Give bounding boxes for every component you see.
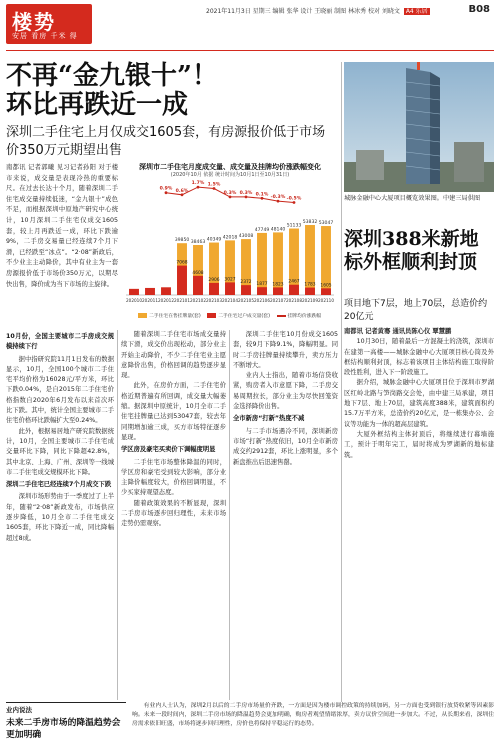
column-a-subhead-2: 深圳二手住宅已经连续7个月成交下跌 <box>6 481 112 489</box>
deal-bar <box>225 282 235 295</box>
price-change-label: 1.5% <box>207 182 221 188</box>
price-change-point <box>245 196 248 199</box>
deal-bar <box>241 285 251 295</box>
article-paragraph: 随着政策效果的不断显现，深圳二手房市场逐步回归理性，未来市场走势仍需观察。 <box>121 499 226 528</box>
article-paragraph: 与二手市场遇冷不同，深圳新房市场“打新”热度依旧，10月全市新房成交约2912套，环比上涨明显，多个新盘推出后迅速售罄。 <box>233 427 338 466</box>
deal-bar <box>273 287 283 295</box>
deal-bar <box>177 266 187 295</box>
column-a <box>6 330 114 700</box>
deal-bar-label: 2372 <box>240 280 252 286</box>
page-number: B08 <box>468 4 490 15</box>
listing-bar-label: 40349 <box>206 237 222 243</box>
top-rule <box>6 50 494 51</box>
listing-bar-label: 43008 <box>238 234 254 240</box>
article-paragraph: 据中指研究院11月1日发布的数据显示，10月，全国100个城市二手住宅平均价格为16028元/平方米，环比下跌0.04%，是自2015年二手住宅价格指数自2020年6月发布以来首次环比下跌。其中，统计全国主要城市二手住宅价格环比跌幅扩大至0.24%。 <box>6 355 114 425</box>
main-headline-line2: 环比再跌近一成 <box>6 90 189 120</box>
footer-text: 有业内人士认为，深圳2月以后的二手房市场量价齐跌，一方面是因为楼市调控政策的持续加码，另一方面也受到银行放贷收紧等因素影响。未来一段时间内，深圳二手房市场的降温趋势会更加明确，购房者观望情绪浓厚，卖方议价空间进一步加大。不过，从长期来看，深圳住房需求依旧旺盛，市场将逐步回归理性，房价也将保持平稳运行的态势。 <box>132 703 494 727</box>
deal-bar-label: 3027 <box>224 277 236 283</box>
article-paragraph: 二手住宅市场整体降温的同时，学区房和豪宅受到较大影响，部分业主降价幅度较大，价格回调明显，不少买家持观望态度。 <box>121 458 226 497</box>
price-change-label: 0.3% <box>223 190 237 196</box>
legend-line <box>277 312 322 319</box>
deal-bar <box>289 285 299 295</box>
category-tick-label: 202107 <box>270 298 286 303</box>
listing-bar-label: 39850 <box>174 238 190 244</box>
price-change-point <box>229 196 232 199</box>
column-c <box>233 330 338 700</box>
deal-bar-label: 7068 <box>176 260 188 266</box>
price-change-label: 0.3% <box>239 190 253 196</box>
deal-bar <box>257 287 267 295</box>
price-change-point <box>181 193 184 196</box>
legend-deal-label: 二手住宅过户成交量(套) <box>218 314 270 319</box>
chart <box>120 162 340 324</box>
deal-bar-label: 1605 <box>320 283 332 289</box>
chart-plot <box>120 177 340 311</box>
article-paragraph: 深圳市场形势由于一季度过了上半年，随着“2·08”新政发布，市场供应逐步降低，10月全市二手住宅成交1605套，环比下降近一成，同比降幅超过8成。 <box>6 493 114 542</box>
category-tick-label: 202110 <box>318 298 334 303</box>
article-paragraph: 深圳二手住宅10月份成交1605套，较9月下降9.1%，降幅明显。同时二手房挂牌量持续攀升，卖方压力不断增大。 <box>233 331 338 369</box>
chart-note: (2020年10月 依据 统计时间为10月1日至10月31日) <box>170 172 290 178</box>
deal-bar-label: 1823 <box>272 282 284 288</box>
legend-deal <box>207 312 270 319</box>
category-tick-label: 202105 <box>238 298 254 303</box>
deal-bar <box>129 289 139 295</box>
deal-bar-label: 4608 <box>192 270 204 276</box>
category-tick-label: 202109 <box>302 298 318 303</box>
article-paragraph: 随着深圳二手住宅市场成交量持续下滑，成交价出现松动，部分业主开始主动降价，不少二手住宅业主愿意降价出售，价格回调的趋势逐步显现。 <box>121 331 226 380</box>
chart-legend <box>138 312 338 319</box>
column-b <box>121 330 226 700</box>
right-headline: 深圳388米新地标外框顺利封顶 <box>344 228 479 273</box>
right-paragraph: 据介绍，城脉金融中心大厦项目位于深圳市罗湖区红岭北路与笋岗路交会处，由中建三局承建，项目地下7层、地上70层，建筑高度388米，建筑面积约15.7万平方米，总造价约20亿元，是一栋集办公、会议等功能为一体的超高层建筑。 <box>344 379 494 428</box>
listing-bar-label: 48140 <box>270 227 286 233</box>
main-headline <box>6 62 336 120</box>
price-change-point <box>261 197 264 200</box>
right-byline: 南都讯 记者黄骞 通讯员陈心仪 覃慧鹏 <box>344 328 452 335</box>
lead-paragraph: 南都讯 记者郭曦 见习记者孙阳 对于楼市来说，成交量是表现冷热的重要标尺。在过去长达十个月，随着深圳二手住宅成交量持续低迷，“金九银十”成色不足，而根据深圳中原地产研究中心统计，10月深圳二手住宅仅成交1605套，较上月再跌近一成，环比下跌逾9%，二手房交易量已经连续7个月下滑，已经跌至“冰点”。“2·08”新政后，不少业主主动降价，其中有业主为一套房源报价低于市场价350万元，以期尽快出售，降价成为当下市场的主旋律。 <box>6 164 118 288</box>
category-tick-label: 202011 <box>142 298 158 303</box>
listing-bar-label: 51133 <box>286 223 302 229</box>
deal-bar <box>321 288 331 295</box>
price-change-point <box>197 186 200 189</box>
category-tick-label: 202012 <box>158 298 174 303</box>
footer-title: 未来二手房市场的降温趋势会更加明确 <box>6 718 121 740</box>
category-tick-label: 202102 <box>190 298 206 303</box>
deal-bar <box>145 288 155 295</box>
legend-listing <box>138 312 201 319</box>
masthead <box>6 4 494 48</box>
right-subhead: 项目地下7层，地上70层，总造价约20亿元 <box>344 299 488 322</box>
column-divider <box>341 62 342 702</box>
article-paragraph: 此外，根据易居地产研究院数据统计，10月，全国主要城市二手住宅成交量环比下降，同比下降超42.8%，其中北京、上海、广州、深圳等一线城市二手住宅成交规模环比下降。 <box>6 427 114 476</box>
column-b-subhead: 学区房及豪宅买卖价下调幅度明显 <box>121 446 216 454</box>
deal-bar <box>209 283 219 295</box>
main-subhead: 深圳二手住宅上月仅成交1605套，有房源报价低于市场价350万元期望出售 <box>6 125 326 158</box>
price-change-point <box>293 201 296 204</box>
listing-bar-label: 42018 <box>222 235 238 241</box>
chart-title: 深圳市二手住宅月度成交量、成交量及挂牌均价涨跌幅变化 <box>139 163 321 171</box>
price-change-point <box>277 200 280 203</box>
right-article-body <box>344 327 494 461</box>
price-change-label: 0.9% <box>159 186 173 192</box>
price-change-label: 1.7% <box>191 181 205 187</box>
category-tick-label: 202106 <box>254 298 270 303</box>
listing-bar-label: 38463 <box>190 239 206 245</box>
deal-bar <box>193 276 203 295</box>
issue-meta <box>206 6 430 15</box>
price-change-label: -0.3% <box>270 195 286 201</box>
category-tick-label: 202103 <box>206 298 222 303</box>
category-tick-label: 202010 <box>126 298 142 303</box>
section-tag: A4 乐居 <box>405 8 428 15</box>
listing-bar-label: 53047 <box>318 221 334 227</box>
right-paragraph: 大厦外框结构主体封顶后，将继续进行幕墙施工，预计于明年完工，届时将成为罗湖新的地标建筑。 <box>344 430 494 459</box>
section-logo-text: 楼势 <box>12 10 56 34</box>
price-change-label: 0.1% <box>255 192 269 198</box>
legend-listing-label: 二手住宅在售挂牌量(套) <box>149 314 201 319</box>
column-a-subhead-1: 10月份，全国主要城市二手房成交规模持续下行 <box>6 333 114 351</box>
price-change-label: 0.6% <box>175 188 189 194</box>
deal-bar <box>305 288 315 295</box>
column-divider <box>117 330 118 700</box>
price-change-point <box>165 191 168 194</box>
photo-caption: 城脉金融中心大厦项目概览效果图。中建三局供图 <box>344 195 481 202</box>
category-tick-label: 202108 <box>286 298 302 303</box>
footer-tag: 业内说法 <box>6 706 32 714</box>
deal-bar-label: 1783 <box>304 282 316 288</box>
price-change-point <box>213 187 216 190</box>
deal-bar-label: 2906 <box>208 277 220 283</box>
listing-bar-label: 47749 <box>254 227 270 233</box>
deal-bar <box>161 287 171 295</box>
category-tick-label: 202104 <box>222 298 238 303</box>
price-change-label: -0.5% <box>286 196 302 202</box>
listing-bar-label: 53832 <box>302 220 318 226</box>
footer-box <box>6 702 126 746</box>
deal-bar-label: 2467 <box>288 279 300 285</box>
right-paragraph: 10月30日，随着最后一方混凝土的浇筑，深圳市在建第一高楼——城脉金融中心大厦项目核心筒及外框结构顺利封顶，标志着该项目主体结构施工取得阶段性胜利，进入下一阶段施工。 <box>344 338 494 377</box>
section-logo <box>6 4 92 44</box>
article-paragraph: 此外，在房价方面，二手住宅价格近期普遍有所回调，成交量大幅萎缩。据深圳中原统计，10月全市二手住宅挂牌量已达到53047套，较去年同期增加逾三成，买方市场特征逐步显现。 <box>121 382 226 441</box>
column-divider <box>229 330 230 700</box>
column-c-subhead: 全市新房“打新”热度不减 <box>233 415 305 423</box>
category-tick-label: 202101 <box>174 298 190 303</box>
article-paragraph: 业内人士指出，随着市场信贷收紧，购房者入市意愿下降，二手房交易周期拉长，部分业主为尽快回笼资金选择降价出售。 <box>233 372 338 411</box>
issue-meta-text: 2021年11月3日 星期三 编辑 张华 设计 王晓丽 制图 林冰秀 校对 刘晓文 <box>206 8 400 15</box>
deal-bar-label: 1877 <box>256 282 268 288</box>
section-logo-sub: 安居 看房 千米 得 <box>12 32 78 40</box>
legend-line-label: 挂牌均价涨跌幅 <box>287 314 322 319</box>
building-photo <box>344 62 494 192</box>
main-headline-line1: 不再“金九银十”！ <box>6 61 218 91</box>
